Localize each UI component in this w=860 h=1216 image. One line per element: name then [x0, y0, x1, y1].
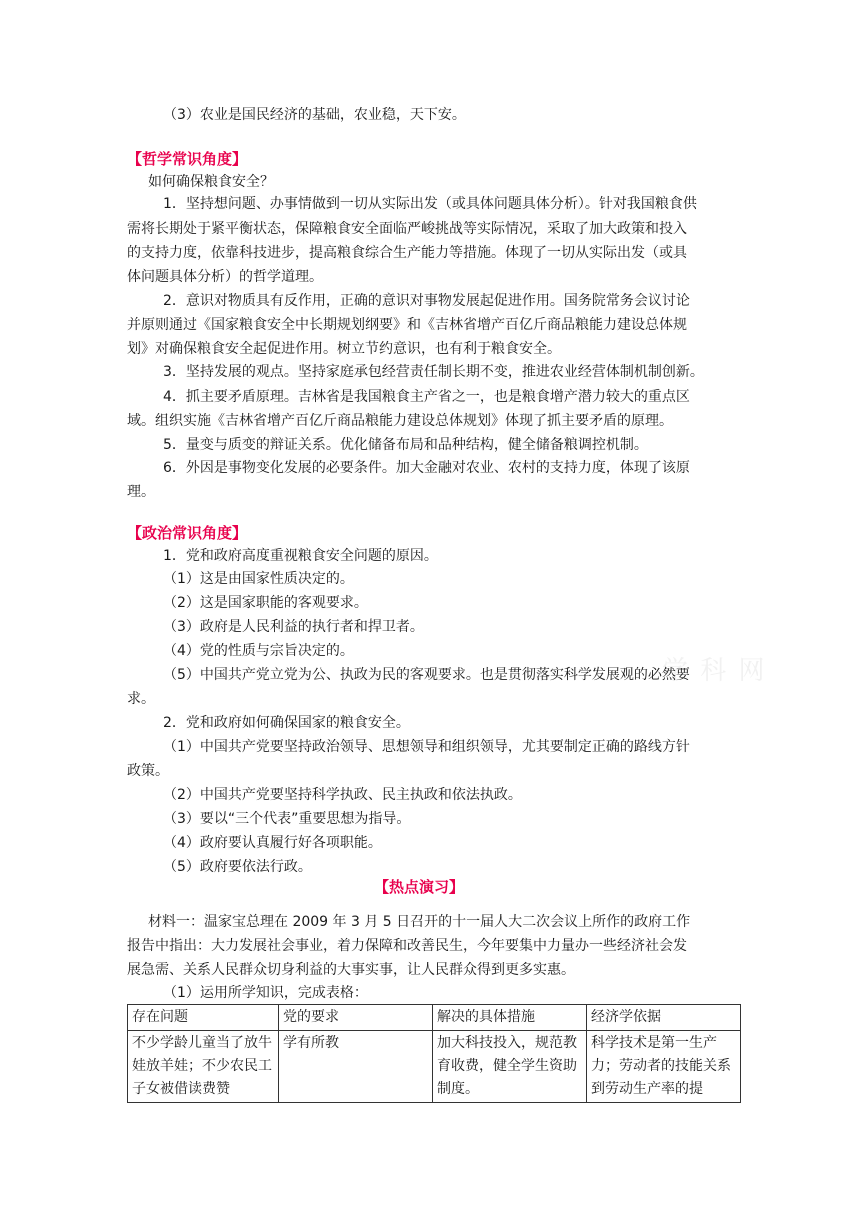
politics-q2-item: （5）政府要依法行政。	[163, 859, 312, 875]
politics-q2-item1-line: （1）中国共产党要坚持政治领导、思想领导和组织领导，尤其要制定正确的路线方针	[163, 739, 690, 755]
table-header-row	[128, 1005, 741, 1031]
table-header-cell: 党的要求	[279, 1005, 433, 1031]
politics-q1-item5-line: 求。	[127, 691, 155, 707]
politics-q2-item1-line: 政策。	[127, 763, 169, 779]
politics-q2-item: （4）政府要认真履行好各项职能。	[163, 835, 382, 851]
table-cell: 科学技术是第一生产力；劳动者的技能关系到劳动生产率的提	[587, 1031, 741, 1103]
philosophy-p1-line: 体问题具体分析）的哲学道理。	[127, 269, 323, 285]
philosophy-p1-line: 1．坚持想问题、办事情做到一切从实际出发（或具体问题具体分析）。针对我国粮食供	[163, 196, 697, 212]
politics-q1-item: （2）这是国家职能的客观要求。	[163, 595, 368, 611]
philosophy-heading: 【哲学常识角度】	[127, 150, 248, 168]
politics-q2: 2．党和政府如何确保国家的粮食安全。	[163, 715, 410, 731]
philosophy-p2-line: 2．意识对物质具有反作用，正确的意识对事物发展起促进作用。国务院常务会议讨论	[163, 293, 690, 309]
table-row	[128, 1031, 741, 1103]
philosophy-p1-line: 需将长期处于紧平衡状态，保障粮食安全面临严峻挑战等实际情况，采取了加大政策和投入	[127, 221, 687, 237]
politics-q2-item: （3）要以“三个代表”重要思想为指导。	[163, 811, 411, 827]
politics-q2-item: （2）中国共产党要坚持科学执政、民主执政和依法执政。	[163, 787, 522, 803]
politics-q1-item5-line: （5）中国共产党立党为公、执政为民的客观要求。也是贯彻落实科学发展观的必然要	[163, 667, 690, 683]
philosophy-p4-line: 4．抓主要矛盾原理。吉林省是我国粮食主产省之一，也是粮食增产潜力较大的重点区	[163, 389, 690, 405]
task-line: （1）运用所学知识，完成表格：	[163, 985, 368, 1001]
philosophy-p2-line: 划》对确保粮食安全起促进作用。树立节约意识，也有利于粮食安全。	[127, 341, 561, 357]
exercise-heading: 【热点演习】	[374, 878, 465, 896]
philosophy-p1-line: 的支持力度，依靠科技进步，提高粮食综合生产能力等措施。体现了一切从实际出发（或具	[127, 245, 687, 261]
table-header-cell: 经济学依据	[587, 1005, 741, 1031]
intro-line: （3）农业是国民经济的基础，农业稳，天下安。	[163, 107, 466, 123]
philosophy-p5-line: 5．量变与质变的辩证关系。优化储备布局和品种结构，健全储备粮调控机制。	[163, 437, 648, 453]
table-header-cell: 解决的具体措施	[433, 1005, 587, 1031]
philosophy-p3-line: 3．坚持发展的观点。坚持家庭承包经营责任制长期不变，推进农业经营体制机制创新。	[163, 364, 704, 380]
philosophy-p4-line: 域。组织实施《吉林省增产百亿斤商品粮能力建设总体规划》体现了抓主要矛盾的原理。	[127, 413, 673, 429]
politics-q1-item: （1）这是由国家性质决定的。	[163, 571, 354, 587]
table-cell: 加大科技投入，规范教育收费，健全学生资助制度。	[433, 1031, 587, 1103]
politics-q1-item: （4）党的性质与宗旨决定的。	[163, 643, 354, 659]
philosophy-p2-line: 并原则通过《国家粮食安全中长期规划纲要》和《吉林省增产百亿斤商品粮能力建设总体规	[127, 317, 687, 333]
philosophy-question: 如何确保粮食安全？	[148, 174, 274, 190]
table-header-cell: 存在问题	[128, 1005, 279, 1031]
table-cell: 学有所教	[279, 1031, 433, 1103]
politics-q1-item: （3）政府是人民利益的执行者和捍卫者。	[163, 619, 424, 635]
philosophy-p6-line: 6．外因是事物变化发展的必要条件。加大金融对农业、农村的支持力度，体现了该原	[163, 460, 690, 476]
material-line: 展急需、关系人民群众切身利益的大事实事，让人民群众得到更多实惠。	[127, 962, 575, 978]
watermark: 学 科 网	[662, 656, 767, 686]
politics-heading: 【政治常识角度】	[127, 524, 248, 542]
material-line: 材料一：温家宝总理在 2009 年 3 月 5 日召开的十一届人大二次会议上所作的政府工作	[148, 914, 691, 930]
material-line: 报告中指出：大力发展社会事业，着力保障和改善民生，今年要集中力量办一些经济社会发	[127, 938, 687, 954]
answer-table	[127, 1004, 741, 1103]
philosophy-p6-line: 理。	[127, 484, 155, 500]
politics-q1: 1．党和政府高度重视粮食安全问题的原因。	[163, 548, 438, 564]
table-cell: 不少学龄儿童当了放牛娃放羊娃；不少农民工子女被借读费赞	[128, 1031, 279, 1103]
